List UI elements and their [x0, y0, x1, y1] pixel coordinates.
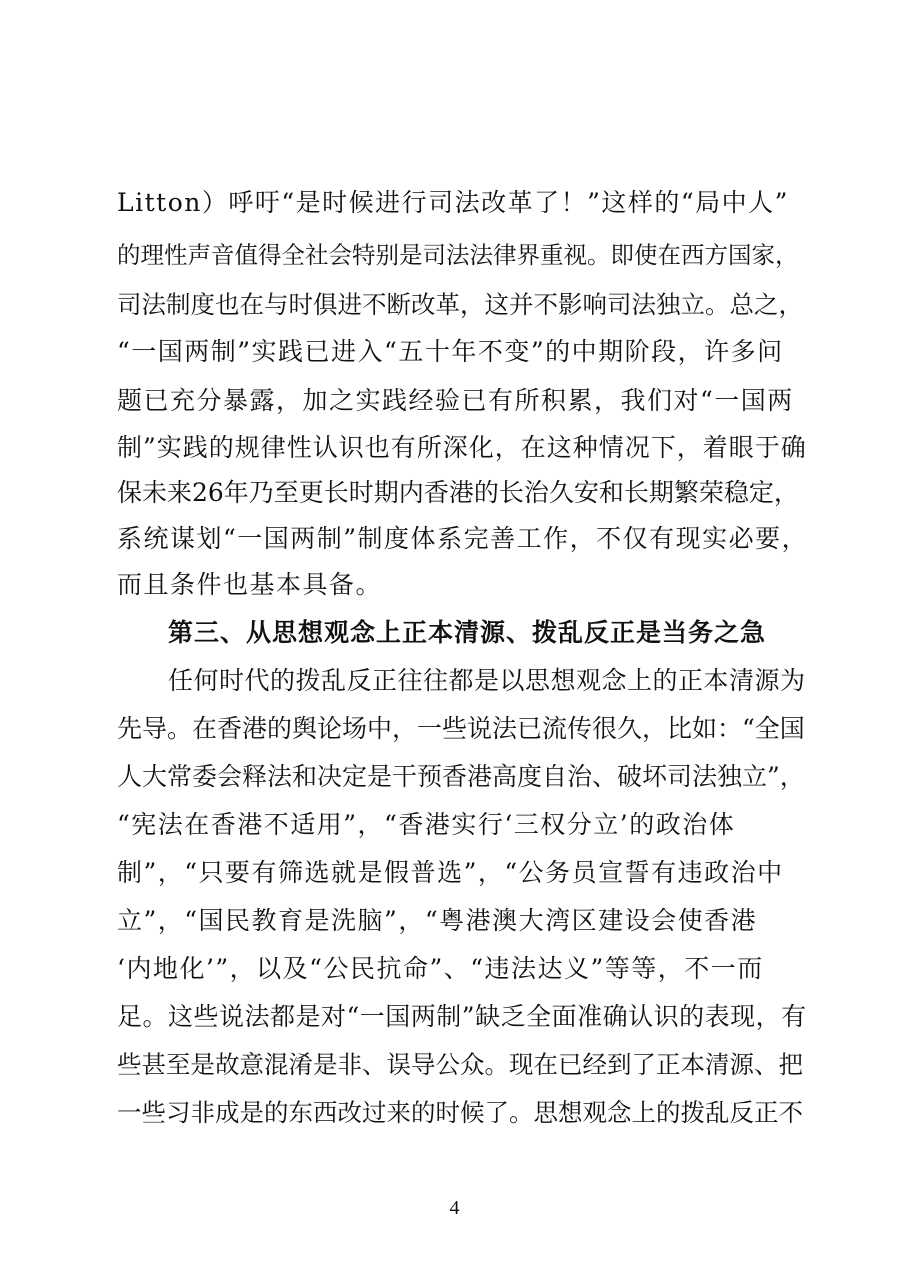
text-line: 司法制度也在与时俱进不断改革，这并不影响司法独立。总之， — [117, 290, 803, 319]
text-line: 先导。在香港的舆论场中，一些说法已流传很久，比如：“全国 — [117, 714, 805, 743]
text-line: ‘内地化’”，以及“公民抗命”、“违法达义”等等，不一而 — [117, 954, 764, 983]
text-line: 系统谋划“一国两制”制度体系完善工作，不仅有现实必要， — [117, 524, 809, 553]
text-line: 制”实践的规律性认识也有所深化，在这种情况下，着眼于确 — [117, 433, 807, 462]
text-line: Litton）呼吁“是时候进行司法改革了！”这样的“局中人” — [117, 188, 789, 217]
text-line: 一些习非成是的东西改过来的时候了。思想观念上的拨乱反正不 — [117, 1098, 803, 1127]
text-line: 保未来26年乃至更长时期内香港的长治久安和长期繁荣稳定， — [117, 478, 799, 507]
text-line: 足。这些说法都是对“一国两制”缺乏全面准确认识的表现，有 — [117, 1002, 807, 1031]
text-line: 的理性声音值得全社会特别是司法法律界重视。即使在西方国家， — [117, 241, 799, 269]
text-line: 立”，“国民教育是洗脑”，“粤港澳大湾区建设会使香港 — [117, 906, 758, 935]
text-line: “一国两制”实践已进入“五十年不变”的中期阶段，许多问 — [117, 337, 784, 366]
text-line: 制”，“只要有筛选就是假普选”，“公务员宣誓有违政治中 — [117, 858, 784, 887]
text-line: “宪法在香港不适用”，“香港实行‘三权分立’的政治体 — [117, 810, 736, 839]
page-number: 4 — [449, 1197, 460, 1219]
text-line: 题已充分暴露，加之实践经验已有所积累，我们对“一国两 — [117, 386, 794, 415]
section-heading: 第三、从思想观念上正本清源、拨乱反正是当务之急 — [168, 618, 767, 647]
text-line: 些甚至是故意混淆是非、误导公众。现在已经到了正本清源、把 — [117, 1050, 803, 1079]
text-line: 而且条件也基本具备。 — [117, 570, 383, 599]
text-line: 任何时代的拨乱反正往往都是以思想观念上的正本清源为 — [168, 666, 806, 695]
text-line: 人大常委会释法和决定是干预香港高度自治、破坏司法独立”， — [117, 762, 805, 791]
